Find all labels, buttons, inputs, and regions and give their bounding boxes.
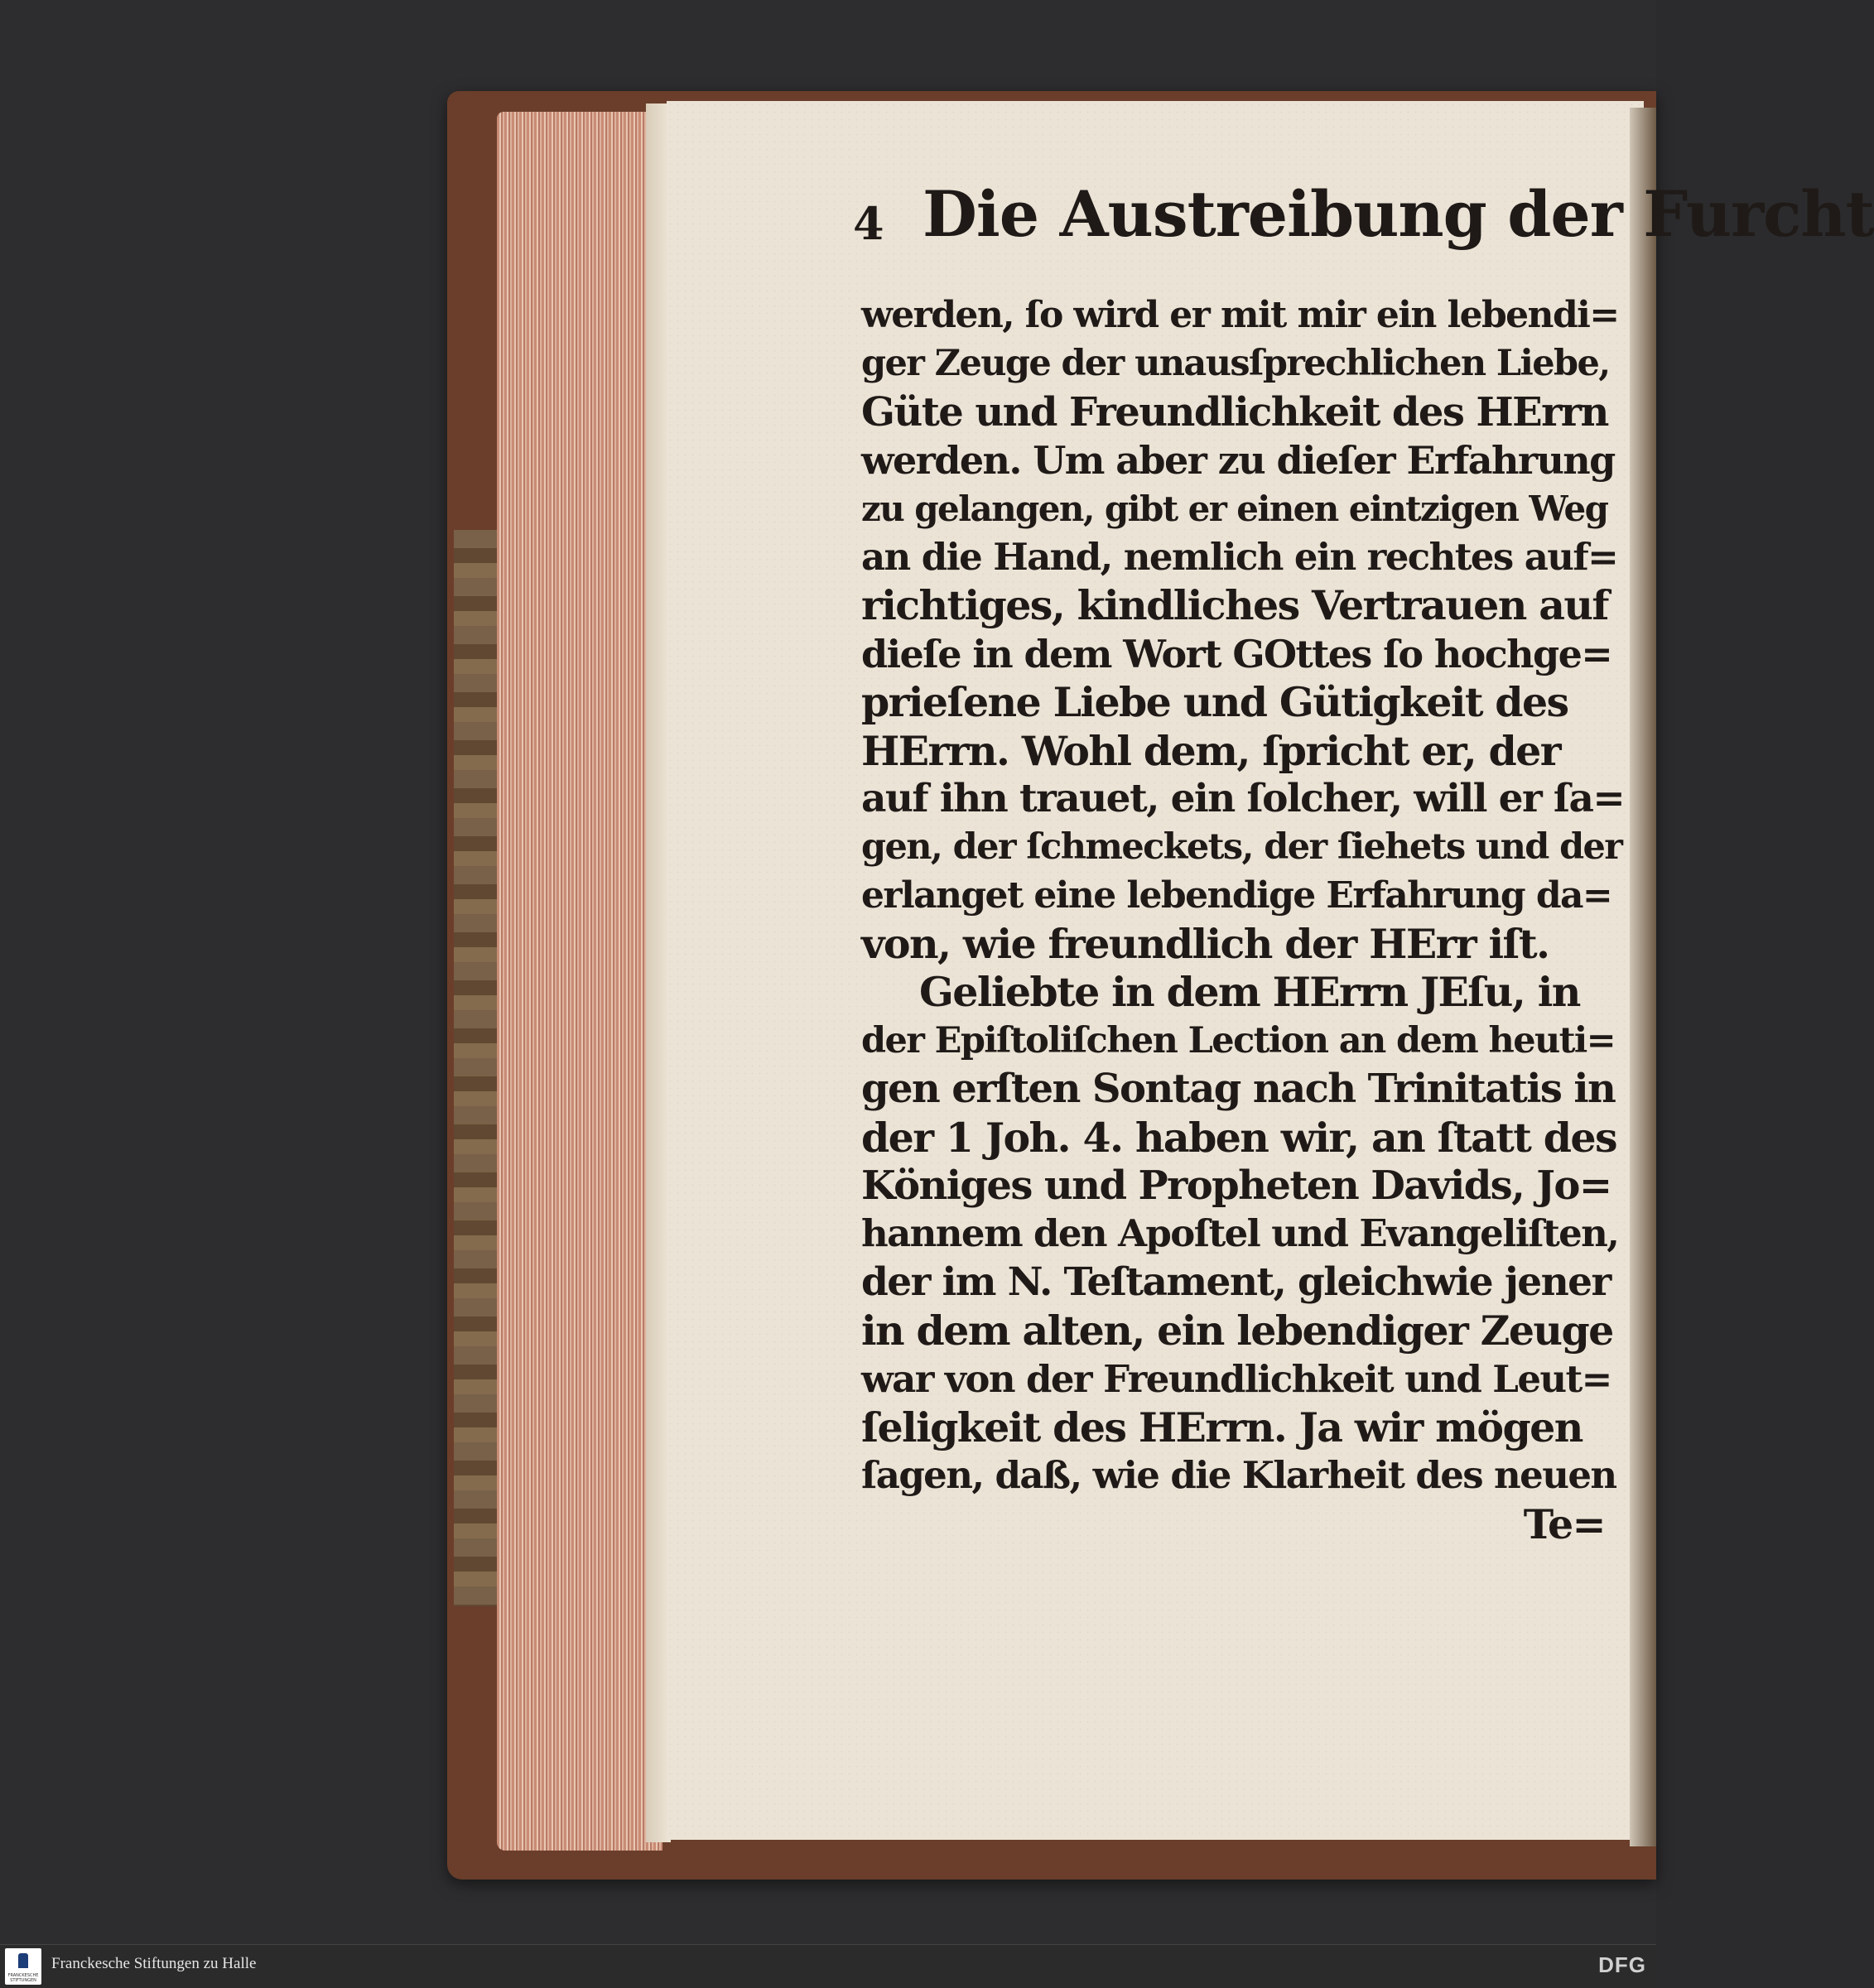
book-spine — [454, 530, 503, 1606]
text-line: Güte und Freundlichkeit des HErrn — [861, 388, 1608, 436]
text-line: prieſene Liebe und Gütigkeit des — [861, 678, 1568, 727]
text-line: an die Hand, nemlich ein rechtes auf= — [861, 534, 1618, 579]
orphanage-building-icon — [18, 1953, 28, 1968]
text-line: Königes und Propheten Davids, Jo= — [861, 1162, 1611, 1210]
running-title: Die Austreibung der Furcht — [923, 177, 1874, 251]
text-line: ſeligkeit des HErrn. Ja wir mögen — [861, 1403, 1583, 1451]
text-line: Geliebte in dem HErrn JEſu, in — [919, 968, 1580, 1017]
footer-bar — [0, 1944, 1656, 1988]
text-line: HErrn. Wohl dem, ſpricht er, der — [861, 726, 1560, 775]
text-line: ſagen, daß, wie die Klarheit des neuen — [861, 1453, 1616, 1498]
text-line: hannem den Apoſtel und Evangeliſten, — [861, 1211, 1619, 1256]
page-number: 4 — [853, 197, 884, 250]
text-line: erlanget eine lebendige Erfahrung da= — [861, 874, 1612, 917]
page-edges — [497, 112, 662, 1851]
text-line: werden. Um aber zu dieſer Erfahrung — [861, 438, 1615, 484]
text-line: richtiges, kindliches Vertrauen auf — [861, 581, 1608, 630]
text-line: gen, der ſchmeckets, der ſiehets und der — [861, 826, 1622, 869]
text-line: gen erſten Sontag nach Trinitatis in — [861, 1066, 1616, 1113]
institution-name[interactable]: Franckesche Stiftungen zu Halle — [51, 1955, 257, 1972]
logo-text: FRANCKESCHE STIFTUNGEN — [7, 1973, 39, 1983]
body-text — [861, 291, 1623, 1548]
text-line: dieſe in dem Wort GOttes ſo hochge= — [861, 631, 1612, 676]
text-line: zu gelangen, gibt er einen eintzigen Weg — [861, 488, 1608, 529]
text-line: der 1 Joh. 4. haben wir, an ſtatt des — [861, 1113, 1616, 1162]
text-line: in dem alten, ein lebendiger Zeuge — [861, 1307, 1613, 1355]
text-line: werden, ſo wird er mit mir ein lebendi= — [861, 294, 1619, 336]
text-line: der im N. Teſtament, gleichwie jener — [861, 1259, 1611, 1305]
text-line: der Epiſtoliſchen Lection an dem heuti= — [861, 1019, 1616, 1061]
page-edge-shadow — [1630, 108, 1656, 1846]
text-line: von, wie freundlich der HErr iſt. — [861, 920, 1549, 969]
running-head — [853, 166, 1874, 257]
institution-logo[interactable] — [5, 1948, 41, 1985]
text-line: ger Zeuge der unausſprechlichen Liebe, — [861, 343, 1610, 385]
catchword: Te= — [1523, 1499, 1605, 1548]
text-line: war von der Freundlichkeit und Leut= — [861, 1356, 1611, 1401]
dfg-logo[interactable]: DFG — [1598, 1952, 1646, 1977]
text-line: auf ihn trauet, ein ſolcher, will er ſa= — [861, 775, 1625, 821]
